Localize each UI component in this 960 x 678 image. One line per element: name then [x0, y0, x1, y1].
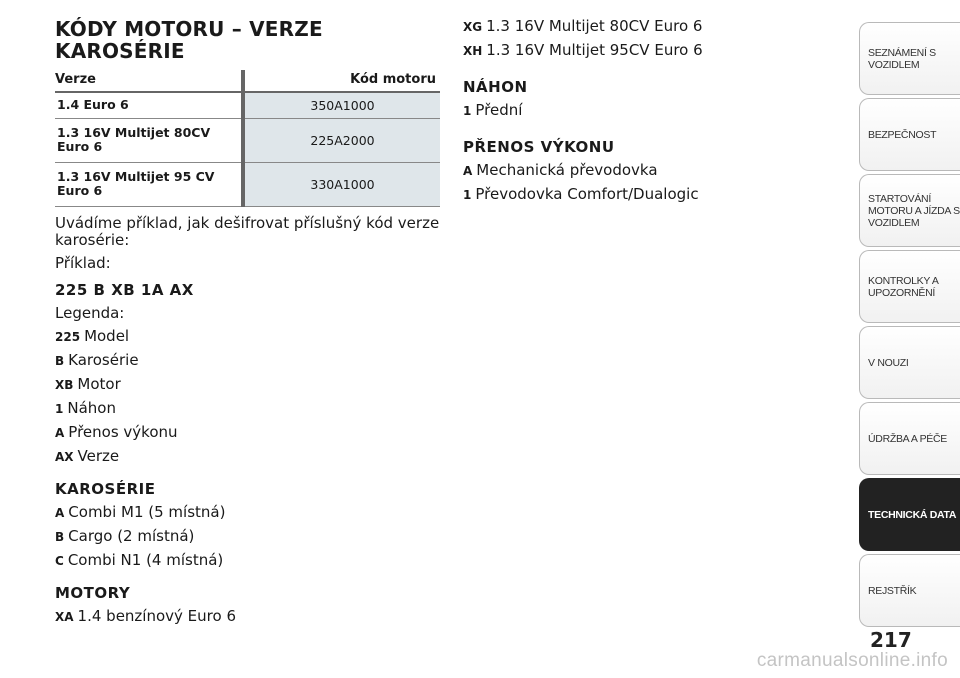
tab-v-nouzi[interactable]: V NOUZI	[859, 326, 960, 399]
tab-seznameni-s-vozidlem[interactable]: SEZNÁMENÍ S VOZIDLEM	[859, 22, 960, 95]
chapter-tabs	[859, 22, 960, 630]
left-column	[55, 18, 440, 626]
list-item: 225 Model	[55, 326, 130, 345]
watermark: carmanualsonline.info	[756, 650, 948, 671]
tab-udrzba-a-pece[interactable]: ÚDRŽBA A PÉČE	[859, 402, 960, 475]
list-item: 1 Přední	[463, 101, 523, 119]
motory-list-left	[55, 608, 440, 626]
motory-list-right	[463, 18, 843, 60]
engine-code-cell: 330A1000	[243, 162, 440, 206]
table-header-row	[55, 70, 440, 92]
list-item: A Přenos výkonu	[55, 422, 178, 441]
list-item: B Karosérie	[55, 350, 139, 369]
column-header-kod-motoru: Kód motoru	[243, 70, 440, 92]
tab-startovani-motoru[interactable]: STARTOVÁNÍ MOTORU A JÍZDA S VOZIDLEM	[859, 174, 960, 247]
motory-heading: MOTORY	[55, 583, 131, 602]
example-label: Příklad:	[55, 253, 111, 272]
verze-cell: 1.3 16V Multijet 80CV Euro 6	[55, 118, 243, 162]
list-item: XH 1.3 16V Multijet 95CV Euro 6	[463, 41, 703, 59]
list-item: XB Motor	[55, 374, 121, 393]
list-item: AX Verze	[55, 446, 120, 465]
legend-list	[55, 328, 440, 466]
engine-code-table	[55, 70, 440, 207]
list-item: C Combi N1 (4 místná)	[55, 550, 224, 569]
section-title-line-2: KAROSÉRIE	[55, 39, 185, 63]
list-item: XA 1.4 benzínový Euro 6	[55, 606, 236, 625]
verze-cell: 1.4 Euro 6	[55, 92, 243, 118]
intro-paragraph: Uvádíme příklad, jak dešifrovat příslušný kód verze karosérie:	[55, 213, 440, 249]
section-title-line-1: KÓDY MOTORU – VERZE	[55, 17, 323, 41]
list-item: 1 Převodovka Comfort/Dualogic	[463, 185, 699, 203]
nahon-heading: NÁHON	[463, 78, 528, 96]
list-item: XG 1.3 16V Multijet 80CV Euro 6	[463, 17, 703, 35]
karoserie-list	[55, 504, 440, 570]
column-header-verze: Verze	[55, 70, 243, 92]
tab-rejstrik[interactable]: REJSTŘÍK	[859, 554, 960, 627]
legend-label: Legenda:	[55, 303, 125, 322]
table-row	[55, 92, 440, 118]
karoserie-heading: KAROSÉRIE	[55, 479, 156, 498]
prenos-vykonu-list	[463, 162, 843, 204]
middle-column	[463, 18, 843, 204]
list-item: 1 Náhon	[55, 398, 116, 417]
page-number: 217	[870, 628, 912, 652]
nahon-list	[463, 102, 843, 120]
table-row	[55, 162, 440, 206]
list-item: A Combi M1 (5 místná)	[55, 502, 226, 521]
list-item: B Cargo (2 místná)	[55, 526, 195, 545]
section-title	[55, 18, 440, 62]
prenos-vykonu-heading: PŘENOS VÝKONU	[463, 138, 615, 156]
example-code: 225 B XB 1A AX	[55, 280, 194, 299]
table-row	[55, 118, 440, 162]
tab-technicka-data[interactable]: TECHNICKÁ DATA	[859, 478, 960, 551]
engine-code-cell: 225A2000	[243, 118, 440, 162]
engine-code-cell: 350A1000	[243, 92, 440, 118]
tab-kontrolky-a-upozorneni[interactable]: KONTROLKY A UPOZORNĚNÍ	[859, 250, 960, 323]
verze-cell: 1.3 16V Multijet 95 CV Euro 6	[55, 162, 243, 206]
list-item: A Mechanická převodovka	[463, 161, 658, 179]
tab-bezpecnost[interactable]: BEZPEČNOST	[859, 98, 960, 171]
